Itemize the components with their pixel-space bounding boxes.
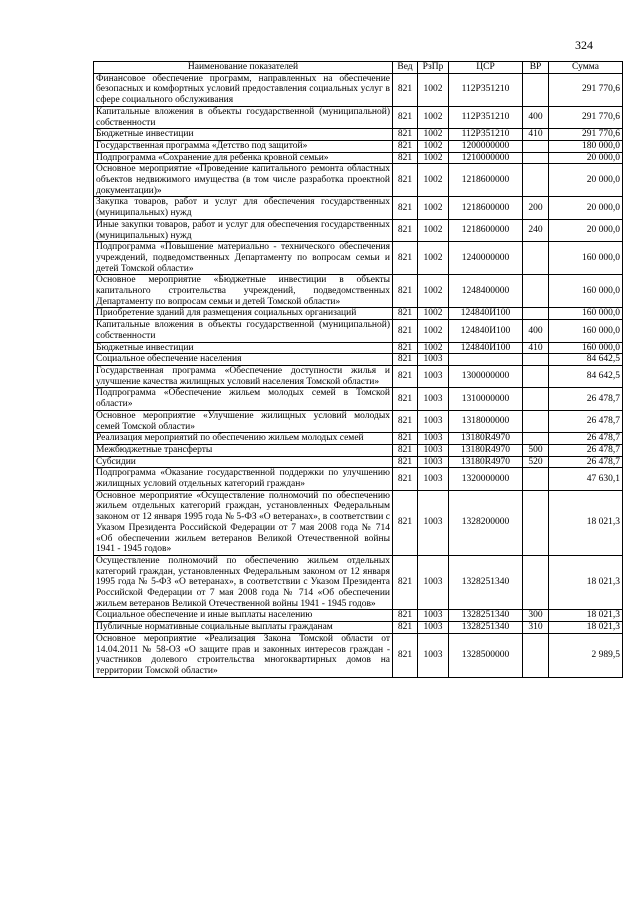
row-sum-cell: 291 770,6 [549,129,623,141]
row-ved-cell: 821 [393,633,418,677]
row-name-cell: Государственная программа «Обеспечение доступности жилья и улучшение качества жилищных условий населения Томской области» [94,365,393,387]
row-rzpr-cell: 1002 [418,106,449,128]
row-csr-cell: 1328500000 [449,633,523,677]
table-row [94,610,623,622]
row-rzpr-cell: 1003 [418,365,449,387]
row-vr-cell: 410 [523,129,549,141]
table-row [94,433,623,445]
row-vr-cell [523,275,549,308]
row-ved-cell: 821 [393,444,418,456]
row-rzpr-cell: 1003 [418,468,449,490]
row-sum-cell: 18 021,3 [549,622,623,634]
row-csr-cell: 13180R4970 [449,433,523,445]
row-vr-cell [523,73,549,106]
row-csr-cell: 1218600000 [449,164,523,197]
table-row [94,555,623,610]
row-vr-cell: 200 [523,197,549,219]
row-ved-cell: 821 [393,555,418,610]
row-ved-cell: 821 [393,365,418,387]
table-row [94,152,623,164]
table-row [94,320,623,342]
row-name-cell: Капитальные вложения в объекты государственной (муниципальной) собственности [94,320,393,342]
table-row [94,365,623,387]
row-name-cell: Бюджетные инвестиции [94,129,393,141]
row-vr-cell [523,164,549,197]
row-rzpr-cell: 1003 [418,610,449,622]
row-ved-cell: 821 [393,242,418,275]
row-csr-cell: 1248400000 [449,275,523,308]
row-csr-cell: 1310000000 [449,388,523,410]
page-number: 324 [575,38,593,52]
row-vr-cell: 520 [523,456,549,468]
row-sum-cell: 160 000,0 [549,320,623,342]
row-ved-cell: 821 [393,164,418,197]
row-sum-cell: 160 000,0 [549,308,623,320]
row-name-cell: Социальное обеспечение и иные выплаты населению [94,610,393,622]
row-rzpr-cell: 1002 [418,73,449,106]
row-sum-cell: 18 021,3 [549,555,623,610]
row-name-cell: Приобретение зданий для размещения социальных организаций [94,308,393,320]
row-ved-cell: 821 [393,410,418,432]
table-row [94,622,623,634]
row-vr-cell: 310 [523,622,549,634]
table-row [94,106,623,128]
row-name-cell: Основное мероприятие «Осуществление полномочий по обеспечению жильем отдельных категорий граждан, установленных Федеральным законом от 12 января 1995 года № 5-ФЗ «О ветеранах», в соответствии с Указом Президента Российской Федерации от 7 мая 2008 года № 714 «Об обеспечении жильем ветеранов Великой Отечественной войны 1941 - 1945 годов» [94,490,393,555]
row-rzpr-cell: 1003 [418,622,449,634]
row-rzpr-cell: 1003 [418,444,449,456]
row-name-cell: Закупка товаров, работ и услуг для обеспечения государственных (муниципальных) нужд [94,197,393,219]
table-body [94,73,623,677]
table-row [94,490,623,555]
row-name-cell: Бюджетные инвестиции [94,342,393,354]
row-sum-cell: 26 478,7 [549,388,623,410]
table-row [94,242,623,275]
row-name-cell: Основное мероприятие «Проведение капитального ремонта областных объектов недвижимого имущества (в том числе разработка проектной документации)» [94,164,393,197]
row-vr-cell: 500 [523,444,549,456]
row-sum-cell: 20 000,0 [549,219,623,241]
row-vr-cell [523,410,549,432]
row-rzpr-cell: 1002 [418,308,449,320]
row-rzpr-cell: 1003 [418,490,449,555]
row-ved-cell: 821 [393,152,418,164]
table-row [94,197,623,219]
row-name-cell: Основное мероприятие «Улучшение жилищных условий молодых семей Томской области» [94,410,393,432]
row-sum-cell: 180 000,0 [549,140,623,152]
row-name-cell: Подпрограмма «Оказание государственной поддержки по улучшению жилищных условий отдельных категорий граждан» [94,468,393,490]
row-rzpr-cell: 1003 [418,388,449,410]
row-ved-cell: 821 [393,610,418,622]
header-csr: ЦСР [449,62,523,74]
row-ved-cell: 821 [393,308,418,320]
row-ved-cell: 821 [393,388,418,410]
row-ved-cell: 821 [393,73,418,106]
row-name-cell: Субсидии [94,456,393,468]
table-row [94,456,623,468]
table-row [94,219,623,241]
row-name-cell: Межбюджетные трансферты [94,444,393,456]
table-row [94,164,623,197]
row-ved-cell: 821 [393,275,418,308]
header-vr: ВР [523,62,549,74]
row-sum-cell: 84 642,5 [549,365,623,387]
row-vr-cell [523,354,549,366]
row-ved-cell: 821 [393,342,418,354]
row-name-cell: Основное мероприятие «Реализация Закона Томской области от 14.04.2011 № 58-ОЗ «О защите прав и законных интересов граждан - участников долевого строительства многоквартирных домов на территории Томской области» [94,633,393,677]
row-ved-cell: 821 [393,622,418,634]
row-vr-cell [523,490,549,555]
row-csr-cell: 112P351210 [449,73,523,106]
row-name-cell: Государственная программа «Детство под защитой» [94,140,393,152]
row-sum-cell: 26 478,7 [549,444,623,456]
table-header-row [94,62,623,74]
table-row [94,410,623,432]
row-name-cell: Публичные нормативные социальные выплаты гражданам [94,622,393,634]
row-ved-cell: 821 [393,219,418,241]
row-sum-cell: 160 000,0 [549,275,623,308]
row-name-cell: Иные закупки товаров, работ и услуг для обеспечения государственных (муниципальных) нужд [94,219,393,241]
row-ved-cell: 821 [393,197,418,219]
row-sum-cell: 47 630,1 [549,468,623,490]
row-vr-cell: 410 [523,342,549,354]
row-name-cell: Реализация мероприятий по обеспечению жильем молодых семей [94,433,393,445]
row-ved-cell: 821 [393,129,418,141]
table-row [94,73,623,106]
row-ved-cell: 821 [393,354,418,366]
row-sum-cell: 18 021,3 [549,610,623,622]
row-sum-cell: 20 000,0 [549,164,623,197]
row-ved-cell: 821 [393,468,418,490]
row-rzpr-cell: 1002 [418,320,449,342]
row-ved-cell: 821 [393,490,418,555]
row-vr-cell [523,140,549,152]
row-csr-cell [449,354,523,366]
table-row [94,308,623,320]
row-csr-cell: 1210000000 [449,152,523,164]
table-row [94,468,623,490]
row-csr-cell: 1318000000 [449,410,523,432]
row-sum-cell: 160 000,0 [549,342,623,354]
row-sum-cell: 26 478,7 [549,456,623,468]
row-vr-cell [523,433,549,445]
row-vr-cell [523,242,549,275]
table-row [94,354,623,366]
row-vr-cell [523,365,549,387]
row-name-cell: Подпрограмма «Сохранение для ребенка кровной семьи» [94,152,393,164]
row-rzpr-cell: 1002 [418,242,449,275]
row-rzpr-cell: 1003 [418,433,449,445]
row-sum-cell: 2 989,5 [549,633,623,677]
row-name-cell: Социальное обеспечение населения [94,354,393,366]
row-vr-cell: 400 [523,106,549,128]
row-csr-cell: 1300000000 [449,365,523,387]
row-csr-cell: 13180R4970 [449,456,523,468]
header-ved: Вед [393,62,418,74]
header-rzpr: РзПр [418,62,449,74]
row-vr-cell [523,308,549,320]
row-sum-cell: 291 770,6 [549,73,623,106]
row-vr-cell [523,555,549,610]
row-sum-cell: 20 000,0 [549,197,623,219]
row-sum-cell: 26 478,7 [549,410,623,432]
row-name-cell: Капитальные вложения в объекты государственной (муниципальной) собственности [94,106,393,128]
row-rzpr-cell: 1002 [418,219,449,241]
budget-table [93,61,623,678]
row-name-cell: Подпрограмма «Обеспечение жильем молодых семей в Томской области» [94,388,393,410]
row-rzpr-cell: 1002 [418,164,449,197]
row-name-cell: Финансовое обеспечение программ, направленных на обеспечение безопасных и комфортных условий предоставления социальных услуг в сфере социального обслуживания [94,73,393,106]
row-rzpr-cell: 1003 [418,354,449,366]
row-vr-cell [523,388,549,410]
row-csr-cell: 124840И100 [449,308,523,320]
row-csr-cell: 1328251340 [449,610,523,622]
row-csr-cell: 1240000000 [449,242,523,275]
table-row [94,275,623,308]
row-sum-cell: 84 642,5 [549,354,623,366]
row-rzpr-cell: 1002 [418,129,449,141]
row-ved-cell: 821 [393,140,418,152]
row-rzpr-cell: 1002 [418,197,449,219]
row-sum-cell: 26 478,7 [549,433,623,445]
row-csr-cell: 1218600000 [449,219,523,241]
row-sum-cell: 160 000,0 [549,242,623,275]
row-ved-cell: 821 [393,433,418,445]
row-rzpr-cell: 1003 [418,633,449,677]
row-name-cell: Осуществление полномочий по обеспечению жильем отдельных категорий граждан, установленных Федеральным законом от 12 января 1995 года № 5-ФЗ «О ветеранах», в соответствии с Указом Президента Российской Федерации от 7 мая 2008 года № 714 «Об обеспечении жильем ветеранов Великой Отечественной войны 1941 - 1945 годов» [94,555,393,610]
row-vr-cell [523,633,549,677]
row-vr-cell: 300 [523,610,549,622]
row-ved-cell: 821 [393,456,418,468]
row-csr-cell: 124840И100 [449,342,523,354]
row-vr-cell: 400 [523,320,549,342]
table-row [94,388,623,410]
row-sum-cell: 291 770,6 [549,106,623,128]
row-csr-cell: 1218600000 [449,197,523,219]
row-rzpr-cell: 1002 [418,152,449,164]
row-rzpr-cell: 1002 [418,140,449,152]
row-rzpr-cell: 1002 [418,275,449,308]
row-vr-cell: 240 [523,219,549,241]
row-ved-cell: 821 [393,106,418,128]
row-rzpr-cell: 1003 [418,555,449,610]
row-sum-cell: 18 021,3 [549,490,623,555]
row-csr-cell: 1320000000 [449,468,523,490]
row-vr-cell [523,152,549,164]
row-csr-cell: 1200000000 [449,140,523,152]
table-row [94,342,623,354]
table-row [94,444,623,456]
row-vr-cell [523,468,549,490]
row-csr-cell: 112P351210 [449,129,523,141]
row-sum-cell: 20 000,0 [549,152,623,164]
row-csr-cell: 1328251340 [449,622,523,634]
row-csr-cell: 13180R4970 [449,444,523,456]
row-ved-cell: 821 [393,320,418,342]
row-csr-cell: 1328251340 [449,555,523,610]
row-rzpr-cell: 1002 [418,342,449,354]
row-rzpr-cell: 1003 [418,456,449,468]
row-name-cell: Основное мероприятие «Бюджетные инвестиции в объекты капитального строительства учреждений, подведомственных Департаменту по вопросам семьи и детей Томской области» [94,275,393,308]
row-name-cell: Подпрограмма «Повышение материально - технического обеспечения учреждений, подведомственных Департаменту по вопросам семьи и детей Томской области» [94,242,393,275]
header-sum: Сумма [549,62,623,74]
table-row [94,140,623,152]
table-row [94,129,623,141]
table-row [94,633,623,677]
row-csr-cell: 124840И100 [449,320,523,342]
header-name: Наименование показателей [94,62,393,74]
row-csr-cell: 1328200000 [449,490,523,555]
row-rzpr-cell: 1003 [418,410,449,432]
row-csr-cell: 112P351210 [449,106,523,128]
